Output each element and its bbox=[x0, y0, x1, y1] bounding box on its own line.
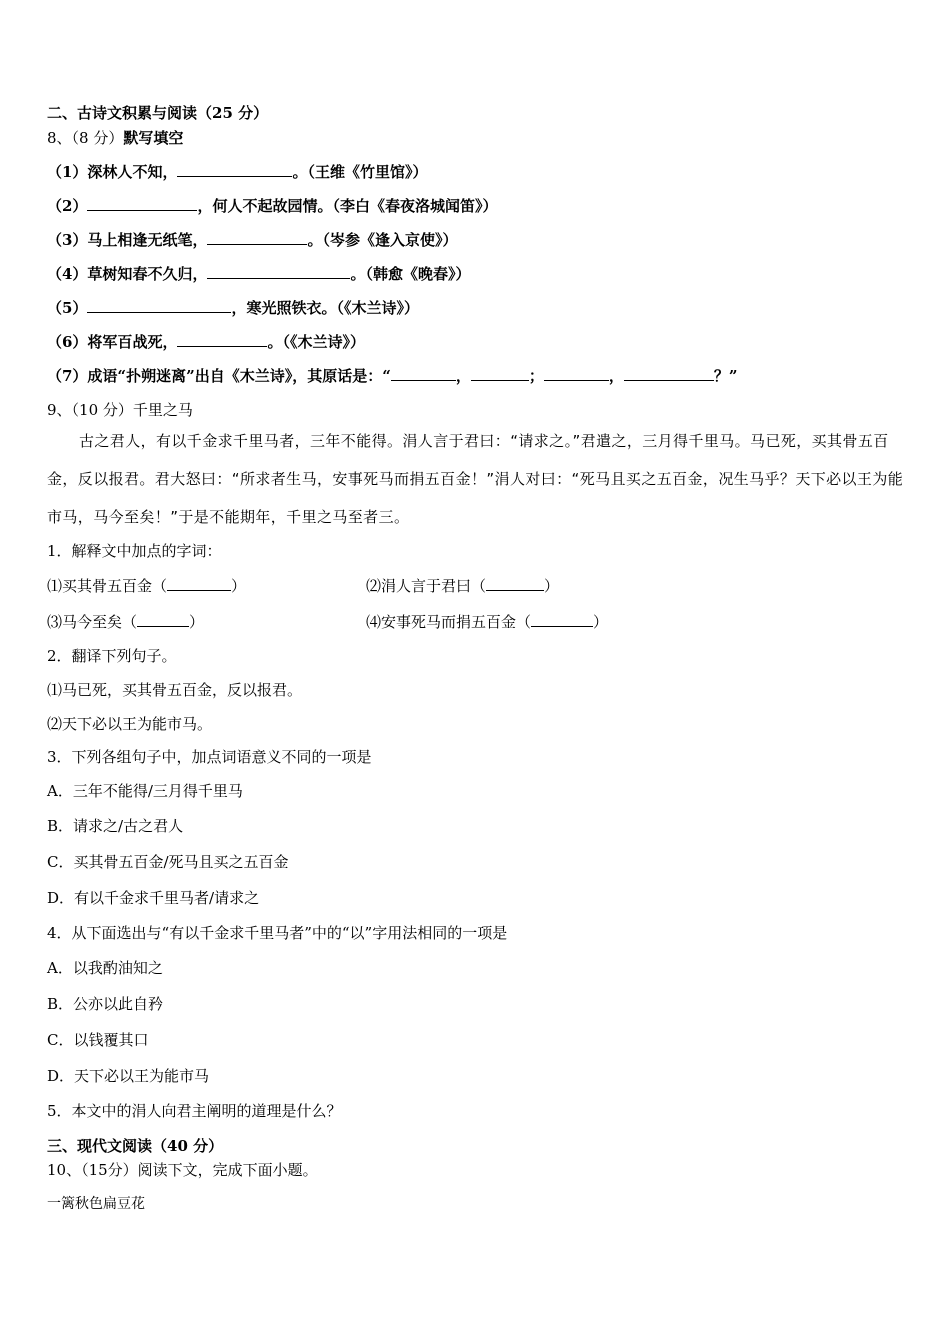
q8-title: 默写填空 bbox=[123, 129, 184, 147]
q8-item-1-pre: （1）深林人不知， bbox=[47, 163, 178, 181]
answer-blank[interactable] bbox=[137, 611, 189, 627]
section-3-heading: 三、现代文阅读（40 分） bbox=[47, 1137, 224, 1155]
q8-item-3-pre: （3）马上相逢无纸笔， bbox=[47, 231, 208, 249]
q9-s1-c bbox=[47, 611, 204, 632]
q9-passage: 古之君人，有以千金求千里马者，三年不能得。涓人言于君曰：“请求之。”君遣之，三月得千里马。马已死，买其骨五百金，反以报君。君大怒曰：“所求者生马，安事死马而捐五百金！”涓人对曰：“死马且买之五百金，况生马乎？天下必以王为能市马，马今至矣！”于是不能期年，千里之马至者三。 bbox=[47, 432, 904, 526]
q9-s1-a-pre: ⑴买其骨五百金（ bbox=[47, 577, 168, 595]
section-2-heading: 二、古诗文积累与阅读（25 分） bbox=[47, 104, 269, 122]
q8-item-5-pre: （5） bbox=[47, 299, 88, 317]
q9-s1-title: 1．解释文中加点的字词： bbox=[47, 542, 222, 560]
answer-blank[interactable] bbox=[87, 195, 197, 211]
q9-s1-c-post: ） bbox=[189, 613, 205, 631]
answer-blank[interactable] bbox=[391, 365, 456, 381]
q9-s3-title: 3．下列各组句子中，加点词语意义不同的一项是 bbox=[47, 748, 372, 766]
q8-item-5-post: ，寒光照铁衣。（《木兰诗》） bbox=[231, 299, 419, 317]
q9-header: 9、（10 分）千里之马 bbox=[47, 401, 193, 419]
q8-item-7 bbox=[47, 365, 738, 386]
q8-item-3-post: 。（岑参《逢入京使》） bbox=[307, 231, 458, 249]
q9-s5-title: 5．本文中的涓人向君主阐明的道理是什么？ bbox=[47, 1102, 342, 1120]
q9-s1-d-post: ） bbox=[593, 613, 609, 631]
q9-s1-b-post: ） bbox=[544, 577, 560, 595]
q8-item-6 bbox=[47, 331, 365, 352]
q8-item-7-end: ？” bbox=[713, 367, 738, 385]
answer-blank[interactable] bbox=[207, 263, 350, 279]
q9-s3-option-a[interactable]: A．三年不能得/三月得千里马 bbox=[47, 782, 243, 800]
q8-item-5 bbox=[47, 297, 419, 318]
q8-header bbox=[47, 128, 183, 148]
answer-blank[interactable] bbox=[531, 611, 593, 627]
q10-header: 10、（15分）阅读下文，完成下面小题。 bbox=[47, 1161, 318, 1179]
q8-item-7-sep: ， bbox=[455, 367, 471, 385]
q9-s4-option-c[interactable]: C．以钱覆其口 bbox=[47, 1031, 149, 1049]
q8-item-3 bbox=[47, 229, 457, 250]
q8-number: 8、 bbox=[47, 129, 72, 147]
q8-item-7-sep: ； bbox=[528, 367, 544, 385]
q9-s4-option-b[interactable]: B．公亦以此自矜 bbox=[47, 995, 164, 1013]
q8-item-6-pre: （6）将军百战死， bbox=[47, 333, 178, 351]
q8-item-6-post: 。（《木兰诗》） bbox=[267, 333, 365, 351]
q9-s1-c-pre: ⑶马今至矣（ bbox=[47, 613, 138, 631]
q9-s2-title: 2．翻译下列句子。 bbox=[47, 647, 177, 665]
q8-item-1-post: 。（王维《竹里馆》） bbox=[292, 163, 428, 181]
q9-s2-b: ⑵天下必以王为能市马。 bbox=[47, 715, 213, 733]
answer-blank[interactable] bbox=[471, 365, 529, 381]
answer-blank[interactable] bbox=[177, 331, 267, 347]
q8-item-4 bbox=[47, 263, 470, 284]
q8-item-1 bbox=[47, 161, 427, 182]
q8-item-7-pre: （7）成语“扑朔迷离”出自《木兰诗》，其原话是：“ bbox=[47, 367, 391, 385]
answer-blank[interactable] bbox=[486, 575, 544, 591]
q9-s3-option-d[interactable]: D．有以千金求千里马者/请求之 bbox=[47, 889, 260, 907]
answer-blank[interactable] bbox=[87, 297, 231, 313]
q8-item-4-post: 。（韩愈《晚春》） bbox=[350, 265, 471, 283]
q9-s3-option-c[interactable]: C．买其骨五百金/死马且买之五百金 bbox=[47, 853, 289, 871]
q9-s2-a: ⑴马已死，买其骨五百金，反以报君。 bbox=[47, 681, 303, 699]
q9-s1-b-pre: ⑵涓人言于君曰（ bbox=[366, 577, 487, 595]
answer-blank[interactable] bbox=[177, 161, 292, 177]
answer-blank[interactable] bbox=[167, 575, 231, 591]
q9-s4-option-d[interactable]: D．天下必以王为能市马 bbox=[47, 1067, 210, 1085]
q9-s4-title: 4．从下面选出与“有以千金求千里马者”中的“以”字用法相同的一项是 bbox=[47, 924, 508, 942]
q9-s1-d-pre: ⑷安事死马而捐五百金（ bbox=[366, 613, 532, 631]
answer-blank[interactable] bbox=[207, 229, 307, 245]
q8-item-2-pre: （2） bbox=[47, 197, 88, 215]
q9-s1-d bbox=[366, 611, 608, 632]
q8-points: （8 分） bbox=[71, 129, 124, 147]
q8-item-2-post: ，何人不起故园情。（李白《春夜洛城闻笛》） bbox=[197, 197, 498, 215]
q9-s4-option-a[interactable]: A．以我酌油知之 bbox=[47, 959, 163, 977]
q9-s1-b bbox=[366, 575, 559, 596]
q9-s3-option-b[interactable]: B．请求之/古之君人 bbox=[47, 817, 184, 835]
answer-blank[interactable] bbox=[544, 365, 609, 381]
q8-item-2 bbox=[47, 195, 497, 216]
q8-item-4-pre: （4）草树知春不久归， bbox=[47, 265, 208, 283]
q8-item-7-sep: ， bbox=[608, 367, 624, 385]
q9-s1-a bbox=[47, 575, 246, 596]
article-title: 一篱秋色扁豆花 bbox=[47, 1196, 145, 1212]
answer-blank[interactable] bbox=[624, 365, 714, 381]
q9-s1-a-post: ） bbox=[231, 577, 247, 595]
